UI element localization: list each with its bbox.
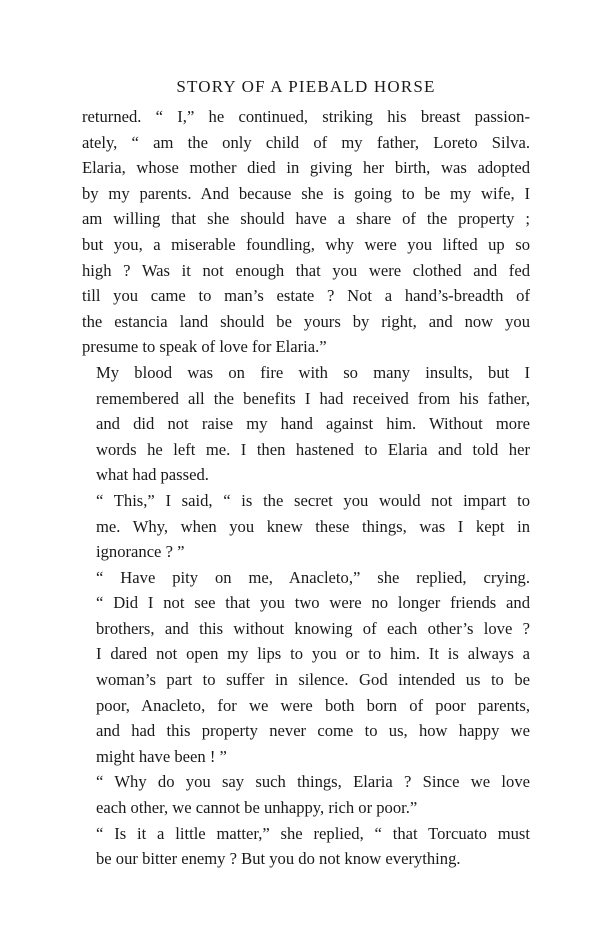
paragraph — [82, 821, 530, 872]
text-line: Elaria, whose mother died in giving her birth, was adopted — [82, 158, 530, 178]
text-line: high ? Was it not enough that you were clothed and fed — [82, 260, 530, 280]
paragraph — [82, 565, 530, 770]
body-text — [82, 104, 530, 872]
text-line: ately, “ am the only child of my father, Loreto Silva. — [82, 132, 530, 152]
text-line: each other, we cannot be unhappy, rich or poor.” — [96, 798, 418, 818]
text-line: till you came to man’s estate ? Not a hand’s-breadth of — [82, 286, 530, 306]
running-head: STORY OF A PIEBALD HORSE — [176, 77, 436, 96]
text-line: poor, Anacleto, for we were both born of poor parents, — [96, 695, 530, 715]
text-line: “ Have pity on me, Anacleto,” she replied, crying. — [96, 567, 530, 587]
paragraph — [82, 104, 530, 360]
text-line: but you, a miserable foundling, why were you lifted up so — [82, 234, 530, 254]
text-line: “ Why do you say such things, Elaria ? Since we love — [96, 772, 530, 792]
paragraph — [82, 769, 530, 820]
text-line: “ Did I not see that you two were no longer friends and — [96, 593, 530, 613]
text-line: and did not raise my hand against him. Without more — [96, 414, 530, 434]
text-line: “ This,” I said, “ is the secret you would not impart to — [96, 490, 530, 510]
paragraph — [82, 360, 530, 488]
text-line: the estancia land should be yours by right, and now you — [82, 311, 530, 331]
text-line: remembered all the benefits I had received from his father, — [96, 388, 530, 408]
text-line: My blood was on fire with so many insults, but I — [96, 362, 530, 382]
text-line: words he left me. I then hastened to Elaria and told her — [96, 439, 530, 459]
text-line: “ Is it a little matter,” she replied, “ that Torcuato must — [96, 823, 530, 843]
text-line: be our bitter enemy ? But you do not know everything. — [96, 849, 461, 869]
text-line: am willing that she should have a share of the property ; — [82, 209, 530, 229]
text-line: presume to speak of love for Elaria.” — [82, 337, 327, 357]
text-line: might have been ! ” — [96, 746, 227, 766]
text-line: I dared not open my lips to you or to him. It is always a — [96, 644, 530, 664]
text-line: ignorance ? ” — [96, 542, 185, 562]
text-line: brothers, and this without knowing of each other’s love ? — [96, 618, 530, 638]
text-line: what had passed. — [96, 465, 209, 485]
text-line: by my parents. And because she is going to be my wife, I — [82, 183, 530, 203]
text-line: returned. “ I,” he continued, striking his breast passion- — [82, 107, 530, 126]
paragraph — [82, 488, 530, 565]
text-line: me. Why, when you knew these things, was I kept in — [96, 516, 530, 536]
text-line: and had this property never come to us, how happy we — [96, 721, 530, 741]
text-line: woman’s part to suffer in silence. God intended us to be — [96, 670, 530, 690]
book-page — [82, 76, 530, 872]
